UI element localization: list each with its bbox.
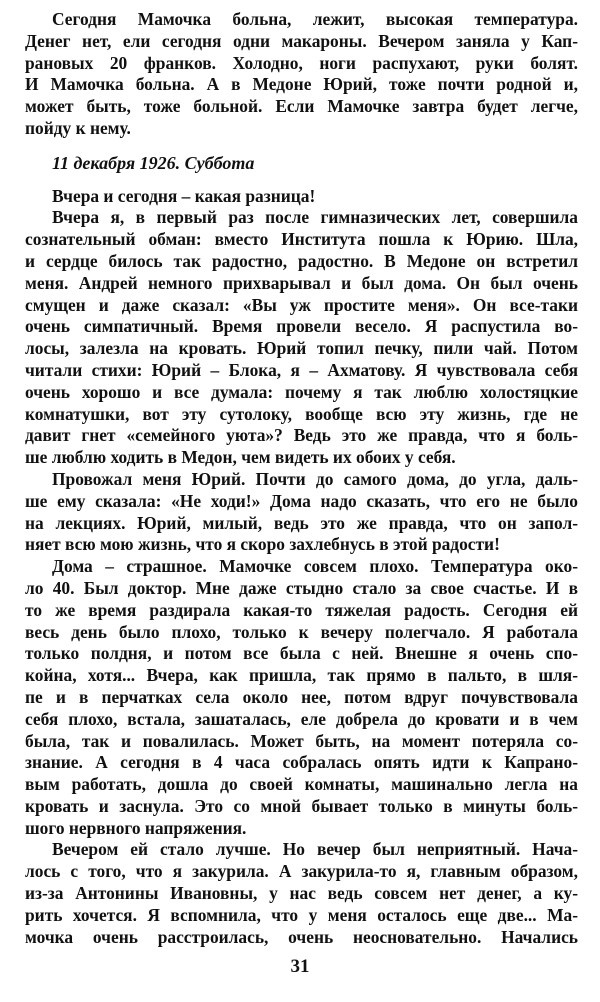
text-line: была, так и повалилась. Может быть, на момент потеряла со-	[25, 730, 578, 751]
text-line: лось с того, что я закурила. А закурила-то я, главным образом,	[25, 861, 578, 882]
text-line: из-за Антонины Ивановны, у нас ведь совсем нет денег, а ку-	[25, 883, 578, 904]
paragraph	[25, 207, 578, 469]
text-line: мочка очень расстроилась, очень неосновательно. Начались	[25, 926, 578, 947]
entry-11-december	[25, 186, 578, 949]
text-line: лосы, залезла на кровать. Юрий топил печку, пили чай. Потом	[25, 338, 578, 359]
text-line: рановых 20 франков. Холодно, ноги распухают, руки болят.	[25, 52, 578, 73]
paragraph	[25, 469, 578, 556]
diary-entry-date-heading: 11 декабря 1926. Суббота	[52, 152, 255, 173]
paragraph	[25, 839, 578, 948]
page-body	[25, 9, 578, 948]
text-line: Сегодня Мамочка больна, лежит, высокая температура.	[52, 9, 578, 29]
text-line: кровать и заснула. Это со мной бывает только в минуты боль-	[25, 795, 578, 816]
text-line: весь день было плохо, только к вечеру полегчало. Я работала	[25, 621, 578, 642]
text-line: знание. А сегодня в 4 часа собралась опять идти к Капрано-	[25, 752, 578, 773]
text-line: может быть, тоже больной. Если Мамочке завтра будет легче,	[25, 96, 578, 117]
text-line: читали стихи: Юрий – Блока, я – Ахматову. Я чувствовала себя	[25, 359, 578, 380]
paragraph	[25, 556, 578, 839]
text-line: только полдня, и потом все была с ней. Внешне я очень спо-	[25, 643, 578, 664]
text-line: няет всю мою жизнь, что я скоро захлебнусь в этой радости!	[25, 534, 500, 555]
text-line: Дома – страшное. Мамочке совсем плохо. Температура око-	[52, 556, 578, 577]
text-line: ше ему сказала: «Не ходи!» Дома надо сказать, что его не было	[25, 490, 578, 511]
text-line: очень симпатичный. Время провели весело. Я распустила во-	[25, 316, 578, 337]
text-line: вым работать, дошла до своей комнаты, машинально легла на	[25, 774, 578, 795]
text-line: смущен и даже сказал: «Вы уж простите меня». Он все-таки	[25, 294, 578, 315]
paragraph	[25, 186, 578, 208]
text-line: сознательный обман: вместо Института пошла к Юрию. Шла,	[25, 229, 578, 250]
text-line: пе и в перчатках села около нее, потом вдруг почувствовала	[25, 686, 578, 707]
text-line: Вчера и сегодня – какая разница!	[52, 185, 316, 206]
text-line: себя плохо, встала, зашаталась, еле добрела до кровати и в чем	[25, 708, 578, 729]
text-line: Вечером ей стало лучше. Но вечер был неприятный. Нача-	[52, 839, 578, 860]
text-line: давит гнет «семейного уюта»? Ведь это же правда, что я боль-	[25, 425, 578, 446]
text-line: шого нервного напряжения.	[25, 817, 247, 838]
text-line: очень хорошо и все думала: почему я так люблю холостяцкие	[25, 381, 578, 402]
text-line: Денег нет, ели сегодня одни макароны. Вечером заняла у Кап-	[25, 30, 578, 51]
paragraph	[25, 9, 578, 140]
text-line: ше люблю ходить в Медон, чем видеть их обоих у себя.	[25, 447, 456, 468]
text-line: койна, хотя... Вчера, как пришла, так прямо в пальто, в шля-	[25, 665, 578, 686]
page-number: 31	[290, 956, 310, 977]
text-line: Вчера я, в первый раз после гимназических лет, совершила	[52, 207, 578, 228]
text-line: то же время раздирала какая-то тяжелая радость. Сегодня ей	[25, 599, 578, 620]
text-line: на лекциях. Юрий, милый, ведь это же правда, что он запол-	[25, 512, 578, 533]
text-line: меня. Андрей немного прихварывал и был дома. Он был очень	[25, 272, 578, 293]
text-line: ло 40. Был доктор. Мне даже стыдно стало за свое счастье. И в	[25, 577, 578, 598]
text-line: пойду к нему.	[25, 117, 131, 138]
text-line: рить хочется. Я вспомнила, что у меня осталось еще две... Ма-	[25, 904, 578, 925]
text-line: И Мамочка больна. А в Медоне Юрий, тоже почти родной и,	[25, 74, 578, 95]
text-line: и сердце билось так радостно, радостно. В Медоне он встретил	[25, 250, 578, 271]
text-line: комнатушки, вот эту сутолоку, вообще всю эту жизнь, где не	[25, 403, 578, 424]
entry-previous	[25, 9, 578, 140]
text-line: Провожал меня Юрий. Почти до самого дома, до угла, даль-	[52, 468, 578, 489]
